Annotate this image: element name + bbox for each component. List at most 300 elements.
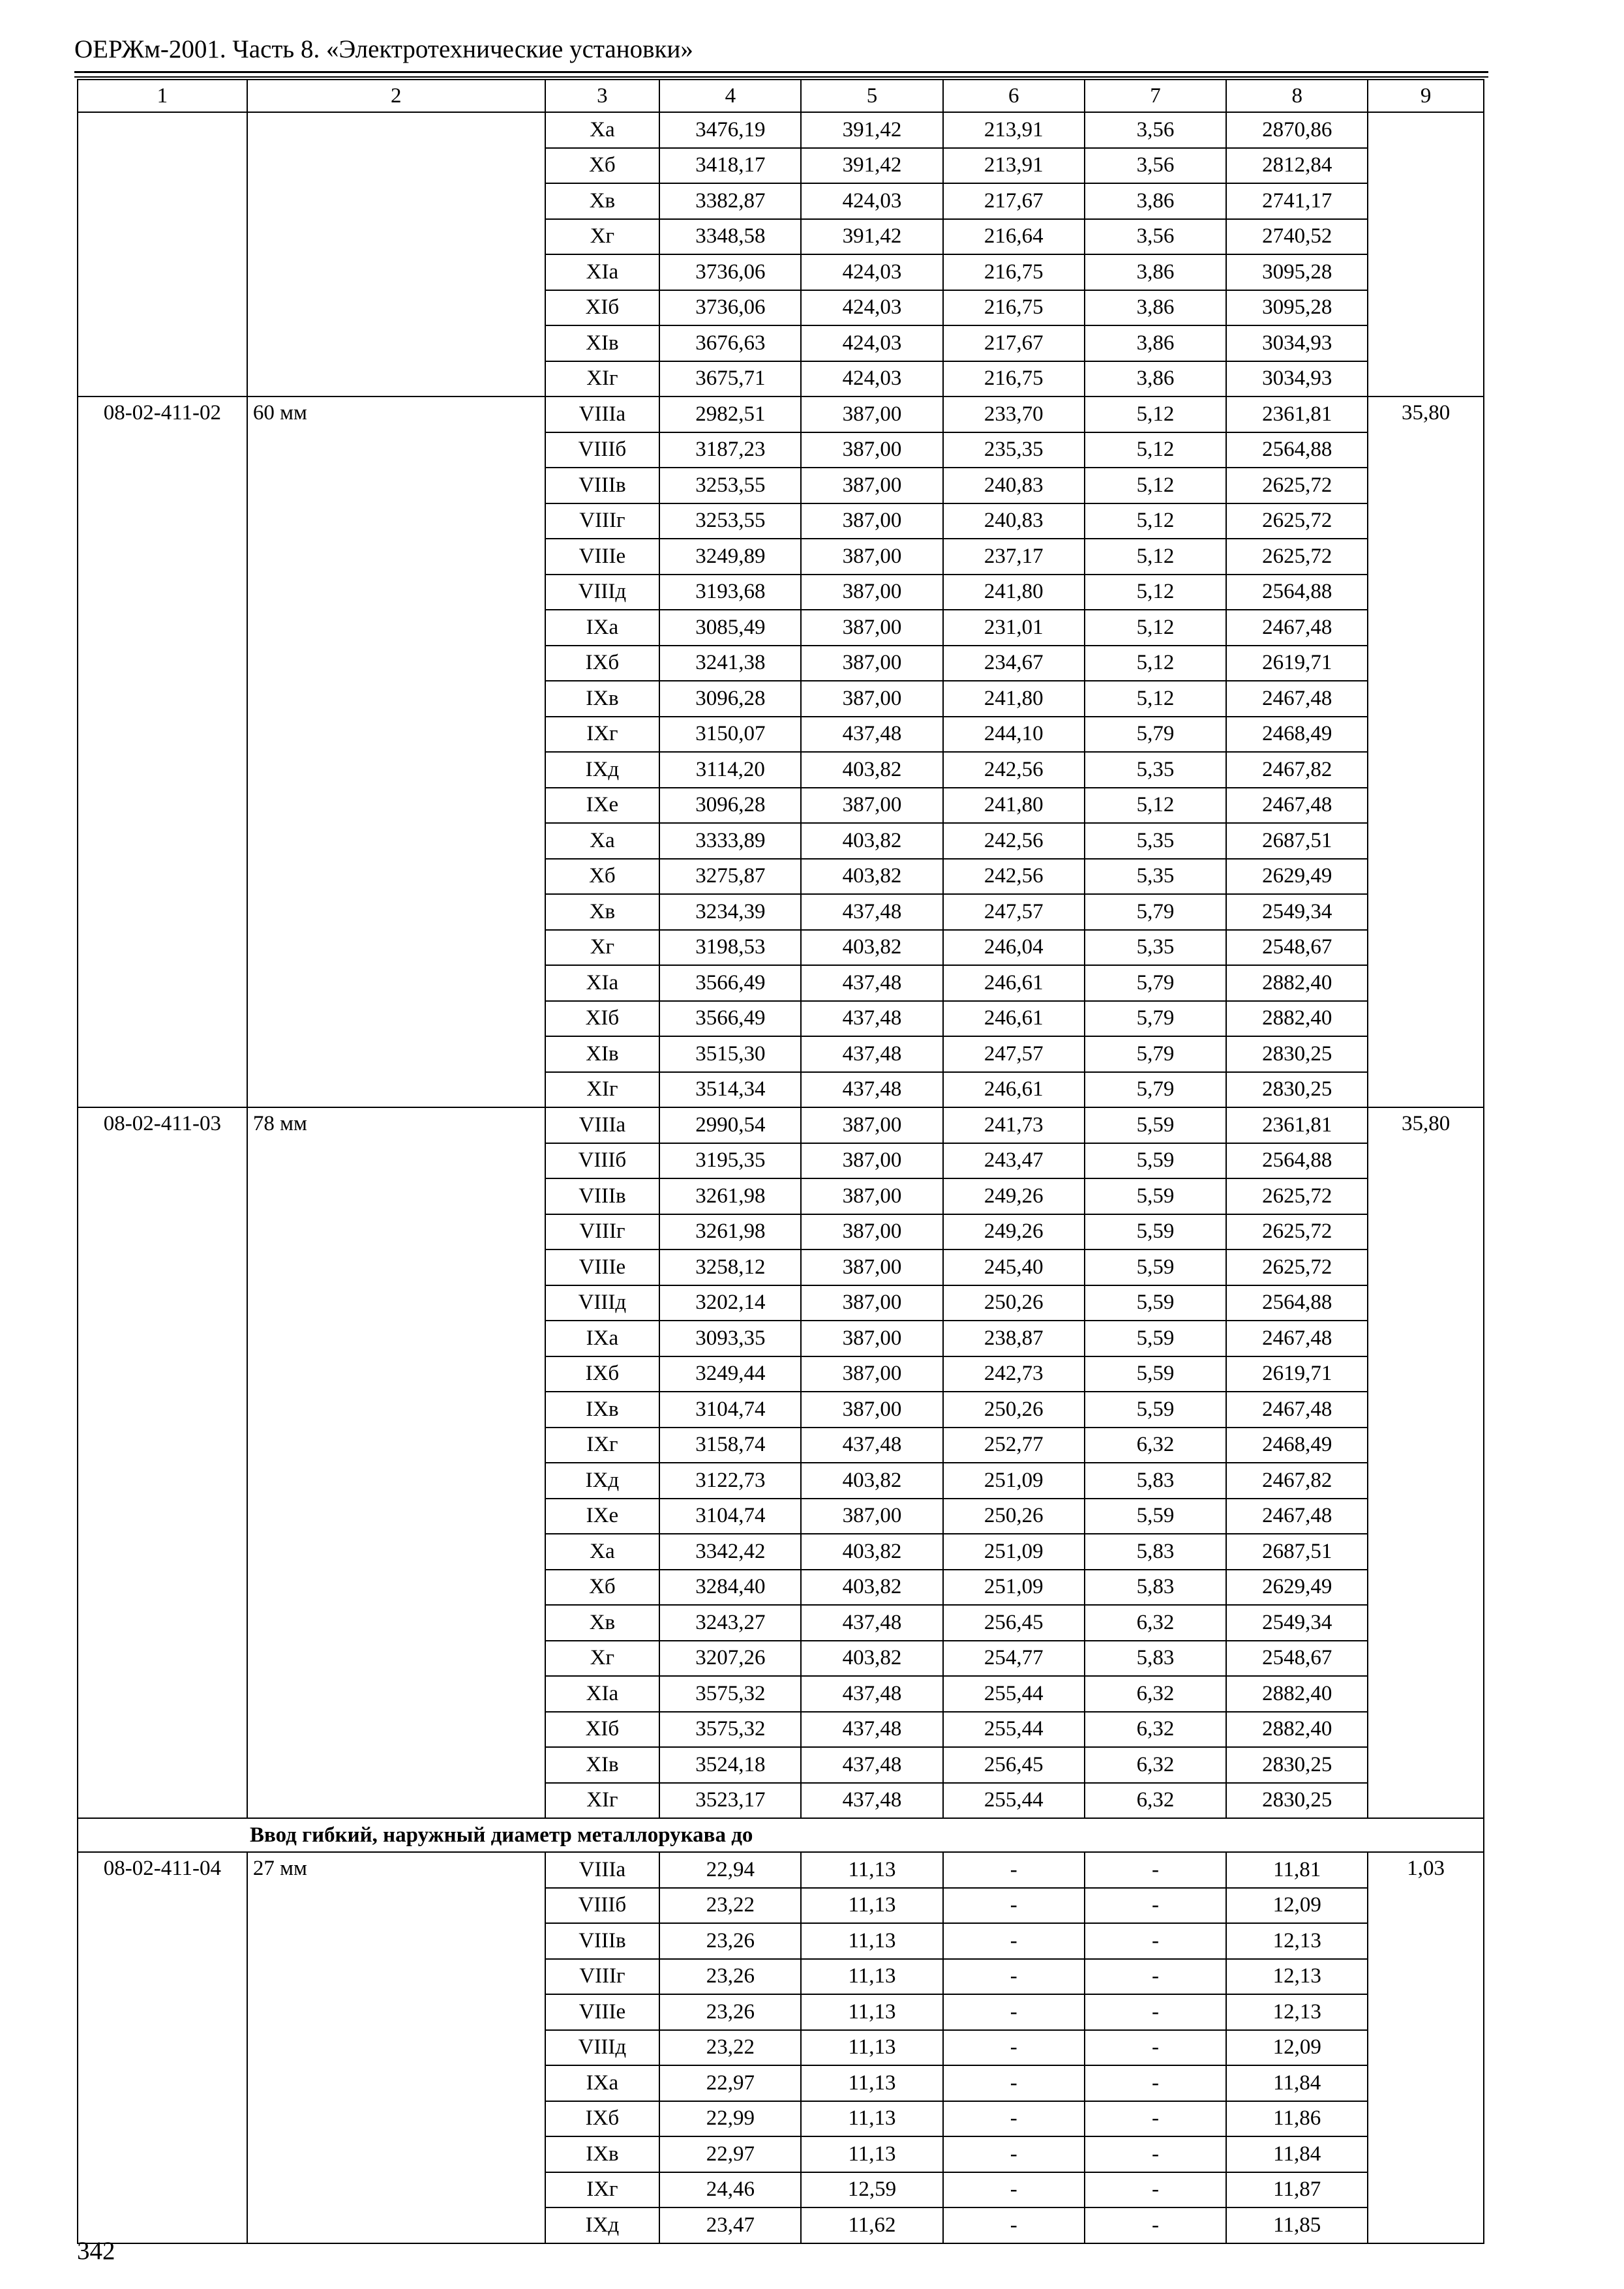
operator-wage-cell: 5,35: [1085, 823, 1226, 859]
operator-wage-cell: 6,32: [1085, 1712, 1226, 1748]
machine-cost-cell: 251,09: [943, 1463, 1085, 1499]
rates-table-body: [78, 80, 1484, 2243]
operator-wage-cell: 5,59: [1085, 1321, 1226, 1356]
material-cost-cell: 2882,40: [1226, 965, 1368, 1001]
material-cost-cell: 2882,40: [1226, 1001, 1368, 1037]
operator-wage-cell: -: [1085, 2207, 1226, 2243]
labor-cost-cell: 403,82: [801, 823, 942, 859]
labor-cost-cell: 387,00: [801, 1178, 942, 1214]
machine-cost-cell: -: [943, 2136, 1085, 2172]
machine-cost-cell: -: [943, 2172, 1085, 2208]
labor-cost-cell: 424,03: [801, 290, 942, 326]
rate-name-cell: 60 мм: [247, 396, 545, 1107]
labor-cost-cell: 387,00: [801, 1356, 942, 1392]
machine-cost-cell: 243,47: [943, 1143, 1085, 1179]
total-cost-cell: 3736,06: [659, 290, 801, 326]
material-cost-cell: 3095,28: [1226, 254, 1368, 290]
rate-code-cell: [78, 112, 247, 396]
material-cost-cell: 2564,88: [1226, 432, 1368, 468]
material-cost-cell: 11,81: [1226, 1852, 1368, 1888]
zone-cell: VIIIa: [545, 396, 660, 432]
material-cost-cell: 2361,81: [1226, 396, 1368, 432]
material-cost-cell: 3034,93: [1226, 361, 1368, 397]
machine-cost-cell: 238,87: [943, 1321, 1085, 1356]
machine-cost-cell: 254,77: [943, 1641, 1085, 1677]
material-cost-cell: 2629,49: [1226, 1570, 1368, 1606]
material-cost-cell: 2882,40: [1226, 1676, 1368, 1712]
operator-wage-cell: -: [1085, 1994, 1226, 2030]
labor-cost-cell: 387,00: [801, 432, 942, 468]
machine-cost-cell: 240,83: [943, 503, 1085, 539]
machine-cost-cell: 242,56: [943, 752, 1085, 788]
machine-cost-cell: 255,44: [943, 1783, 1085, 1819]
labor-cost-cell: 11,13: [801, 1994, 942, 2030]
zone-cell: VIIIa: [545, 1107, 660, 1143]
rate-name-cell: 78 мм: [247, 1107, 545, 1818]
zone-cell: Xб: [545, 1570, 660, 1606]
labor-cost-cell: 437,48: [801, 1783, 942, 1819]
labor-cost-cell: 437,48: [801, 1676, 942, 1712]
material-cost-cell: 2830,25: [1226, 1036, 1368, 1072]
zone-cell: XIa: [545, 1676, 660, 1712]
labor-cost-cell: 387,00: [801, 503, 942, 539]
labor-cost-cell: 11,13: [801, 2136, 942, 2172]
operator-wage-cell: 5,59: [1085, 1356, 1226, 1392]
material-cost-cell: 12,09: [1226, 2030, 1368, 2066]
material-cost-cell: 2619,71: [1226, 646, 1368, 681]
operator-wage-cell: 5,83: [1085, 1570, 1226, 1606]
total-cost-cell: 22,97: [659, 2065, 801, 2101]
operator-wage-cell: 5,59: [1085, 1178, 1226, 1214]
labor-cost-cell: 387,00: [801, 1143, 942, 1179]
labor-cost-cell: 403,82: [801, 1463, 942, 1499]
machine-cost-cell: 242,56: [943, 823, 1085, 859]
operator-wage-cell: 5,59: [1085, 1499, 1226, 1534]
operator-wage-cell: 5,59: [1085, 1214, 1226, 1250]
zone-cell: VIIIв: [545, 1923, 660, 1959]
operator-wage-cell: 5,83: [1085, 1463, 1226, 1499]
zone-cell: XIв: [545, 1747, 660, 1783]
zone-cell: IXд: [545, 1463, 660, 1499]
operator-wage-cell: 5,79: [1085, 717, 1226, 753]
labor-cost-cell: 11,13: [801, 1852, 942, 1888]
labor-cost-cell: 11,62: [801, 2207, 942, 2243]
material-cost-cell: 2467,82: [1226, 1463, 1368, 1499]
operator-wage-cell: 5,12: [1085, 681, 1226, 717]
labor-cost-cell: 424,03: [801, 183, 942, 219]
operator-wage-cell: 3,86: [1085, 325, 1226, 361]
operator-wage-cell: 5,79: [1085, 894, 1226, 930]
zone-cell: Xв: [545, 183, 660, 219]
total-cost-cell: 3249,44: [659, 1356, 801, 1392]
zone-cell: IXa: [545, 2065, 660, 2101]
material-cost-cell: 2467,48: [1226, 788, 1368, 824]
operator-wage-cell: 3,56: [1085, 219, 1226, 255]
machine-cost-cell: 231,01: [943, 610, 1085, 646]
labor-cost-cell: 11,13: [801, 1959, 942, 1995]
machine-cost-cell: -: [943, 1959, 1085, 1995]
zone-cell: Xг: [545, 219, 660, 255]
total-cost-cell: 3193,68: [659, 575, 801, 610]
material-cost-cell: 11,86: [1226, 2101, 1368, 2137]
total-cost-cell: 3234,39: [659, 894, 801, 930]
machine-cost-cell: 246,61: [943, 1072, 1085, 1108]
zone-cell: Xв: [545, 1605, 660, 1641]
total-cost-cell: 3736,06: [659, 254, 801, 290]
zone-cell: VIIIa: [545, 1852, 660, 1888]
operator-wage-cell: 6,32: [1085, 1676, 1226, 1712]
rates-table: [77, 79, 1484, 2244]
zone-cell: VIIIд: [545, 2030, 660, 2066]
material-cost-cell: 2564,88: [1226, 1143, 1368, 1179]
material-cost-cell: 2625,72: [1226, 539, 1368, 575]
machine-cost-cell: 241,73: [943, 1107, 1085, 1143]
operator-wage-cell: 5,59: [1085, 1249, 1226, 1285]
total-cost-cell: 3418,17: [659, 148, 801, 184]
labor-cost-cell: 387,00: [801, 1321, 942, 1356]
operator-wage-cell: -: [1085, 2065, 1226, 2101]
total-cost-cell: 3114,20: [659, 752, 801, 788]
machine-cost-cell: 241,80: [943, 575, 1085, 610]
labor-cost-cell: 437,48: [801, 894, 942, 930]
material-cost-cell: 2625,72: [1226, 1249, 1368, 1285]
machine-cost-cell: -: [943, 2030, 1085, 2066]
labor-hours-cell: [1368, 112, 1484, 396]
total-cost-cell: 3575,32: [659, 1676, 801, 1712]
section-heading: Ввод гибкий, наружный диаметр металлорукава до: [78, 1818, 1484, 1852]
machine-cost-cell: 252,77: [943, 1428, 1085, 1463]
labor-cost-cell: 387,00: [801, 396, 942, 432]
operator-wage-cell: 5,12: [1085, 396, 1226, 432]
operator-wage-cell: -: [1085, 2101, 1226, 2137]
machine-cost-cell: 250,26: [943, 1285, 1085, 1321]
labor-cost-cell: 391,42: [801, 112, 942, 148]
total-cost-cell: 3275,87: [659, 859, 801, 895]
zone-cell: VIIIг: [545, 1214, 660, 1250]
labor-cost-cell: 387,00: [801, 646, 942, 681]
total-cost-cell: 3158,74: [659, 1428, 801, 1463]
material-cost-cell: 2467,48: [1226, 681, 1368, 717]
operator-wage-cell: 3,86: [1085, 361, 1226, 397]
material-cost-cell: 2625,72: [1226, 503, 1368, 539]
total-cost-cell: 3348,58: [659, 219, 801, 255]
total-cost-cell: 22,94: [659, 1852, 801, 1888]
machine-cost-cell: 251,09: [943, 1534, 1085, 1570]
operator-wage-cell: 6,32: [1085, 1428, 1226, 1463]
material-cost-cell: 2741,17: [1226, 183, 1368, 219]
zone-cell: Xг: [545, 1641, 660, 1677]
zone-cell: VIIIe: [545, 539, 660, 575]
zone-cell: VIIIг: [545, 1959, 660, 1995]
machine-cost-cell: 242,56: [943, 859, 1085, 895]
machine-cost-cell: -: [943, 1852, 1085, 1888]
labor-cost-cell: 391,42: [801, 219, 942, 255]
material-cost-cell: 12,09: [1226, 1888, 1368, 1924]
column-number-cell: 2: [247, 80, 545, 112]
machine-cost-cell: -: [943, 2207, 1085, 2243]
material-cost-cell: 2830,25: [1226, 1747, 1368, 1783]
total-cost-cell: 3122,73: [659, 1463, 801, 1499]
operator-wage-cell: 5,12: [1085, 788, 1226, 824]
total-cost-cell: 3093,35: [659, 1321, 801, 1356]
column-number-cell: 7: [1085, 80, 1226, 112]
material-cost-cell: 2468,49: [1226, 717, 1368, 753]
zone-cell: XIб: [545, 1001, 660, 1037]
zone-cell: VIIIб: [545, 1888, 660, 1924]
material-cost-cell: 2467,48: [1226, 610, 1368, 646]
machine-cost-cell: 216,75: [943, 254, 1085, 290]
labor-cost-cell: 437,48: [801, 1712, 942, 1748]
material-cost-cell: 11,84: [1226, 2065, 1368, 2101]
labor-cost-cell: 403,82: [801, 752, 942, 788]
operator-wage-cell: 5,79: [1085, 1072, 1226, 1108]
material-cost-cell: 2629,49: [1226, 859, 1368, 895]
total-cost-cell: 23,47: [659, 2207, 801, 2243]
total-cost-cell: 3096,28: [659, 788, 801, 824]
total-cost-cell: 3243,27: [659, 1605, 801, 1641]
material-cost-cell: 2468,49: [1226, 1428, 1368, 1463]
labor-cost-cell: 403,82: [801, 1641, 942, 1677]
total-cost-cell: 3566,49: [659, 965, 801, 1001]
machine-cost-cell: 250,26: [943, 1392, 1085, 1428]
material-cost-cell: 3095,28: [1226, 290, 1368, 326]
labor-cost-cell: 387,00: [801, 788, 942, 824]
labor-cost-cell: 403,82: [801, 930, 942, 966]
operator-wage-cell: -: [1085, 1888, 1226, 1924]
operator-wage-cell: 5,35: [1085, 752, 1226, 788]
total-cost-cell: 3476,19: [659, 112, 801, 148]
zone-cell: XIг: [545, 361, 660, 397]
column-number-cell: 4: [659, 80, 801, 112]
material-cost-cell: 2564,88: [1226, 1285, 1368, 1321]
material-cost-cell: 2467,48: [1226, 1499, 1368, 1534]
operator-wage-cell: 5,59: [1085, 1392, 1226, 1428]
material-cost-cell: 2830,25: [1226, 1072, 1368, 1108]
total-cost-cell: 3104,74: [659, 1499, 801, 1534]
labor-cost-cell: 387,00: [801, 681, 942, 717]
machine-cost-cell: 246,61: [943, 965, 1085, 1001]
total-cost-cell: 22,99: [659, 2101, 801, 2137]
labor-cost-cell: 12,59: [801, 2172, 942, 2208]
operator-wage-cell: 5,79: [1085, 1001, 1226, 1037]
material-cost-cell: 2625,72: [1226, 1178, 1368, 1214]
rate-name-cell: [247, 112, 545, 396]
table-row: [78, 396, 1484, 432]
machine-cost-cell: 217,67: [943, 325, 1085, 361]
zone-cell: IXб: [545, 1356, 660, 1392]
total-cost-cell: 3342,42: [659, 1534, 801, 1570]
zone-cell: Xa: [545, 112, 660, 148]
machine-cost-cell: 246,61: [943, 1001, 1085, 1037]
operator-wage-cell: -: [1085, 1852, 1226, 1888]
material-cost-cell: 2687,51: [1226, 1534, 1368, 1570]
zone-cell: IXв: [545, 681, 660, 717]
column-number-cell: 5: [801, 80, 942, 112]
operator-wage-cell: 5,35: [1085, 859, 1226, 895]
material-cost-cell: 2548,67: [1226, 1641, 1368, 1677]
rate-code-cell: 08-02-411-04: [78, 1852, 247, 2243]
operator-wage-cell: -: [1085, 2172, 1226, 2208]
material-cost-cell: 3034,93: [1226, 325, 1368, 361]
labor-cost-cell: 387,00: [801, 575, 942, 610]
machine-cost-cell: 247,57: [943, 1036, 1085, 1072]
labor-cost-cell: 424,03: [801, 325, 942, 361]
zone-cell: VIIIe: [545, 1249, 660, 1285]
zone-cell: Xa: [545, 1534, 660, 1570]
material-cost-cell: 2549,34: [1226, 1605, 1368, 1641]
zone-cell: IXг: [545, 717, 660, 753]
machine-cost-cell: 256,45: [943, 1605, 1085, 1641]
zone-cell: IXa: [545, 1321, 660, 1356]
operator-wage-cell: 6,32: [1085, 1747, 1226, 1783]
page-number: 342: [77, 2237, 115, 2265]
total-cost-cell: 3253,55: [659, 468, 801, 503]
labor-cost-cell: 11,13: [801, 1888, 942, 1924]
machine-cost-cell: -: [943, 1888, 1085, 1924]
zone-cell: IXб: [545, 646, 660, 681]
zone-cell: XIв: [545, 325, 660, 361]
rate-code-cell: 08-02-411-03: [78, 1107, 247, 1818]
total-cost-cell: 2982,51: [659, 396, 801, 432]
labor-cost-cell: 437,48: [801, 1428, 942, 1463]
machine-cost-cell: 216,75: [943, 361, 1085, 397]
total-cost-cell: 3187,23: [659, 432, 801, 468]
material-cost-cell: 12,13: [1226, 1959, 1368, 1995]
machine-cost-cell: -: [943, 2065, 1085, 2101]
total-cost-cell: 3333,89: [659, 823, 801, 859]
total-cost-cell: 23,26: [659, 1959, 801, 1995]
material-cost-cell: 11,85: [1226, 2207, 1368, 2243]
operator-wage-cell: 5,59: [1085, 1285, 1226, 1321]
labor-cost-cell: 403,82: [801, 1570, 942, 1606]
labor-hours-cell: 35,80: [1368, 396, 1484, 1107]
material-cost-cell: 2361,81: [1226, 1107, 1368, 1143]
zone-cell: Xг: [545, 930, 660, 966]
total-cost-cell: 3085,49: [659, 610, 801, 646]
material-cost-cell: 2625,72: [1226, 468, 1368, 503]
zone-cell: IXe: [545, 788, 660, 824]
header-rule-thin: [74, 76, 1488, 78]
zone-cell: IXд: [545, 752, 660, 788]
labor-cost-cell: 11,13: [801, 2065, 942, 2101]
operator-wage-cell: 6,32: [1085, 1783, 1226, 1819]
total-cost-cell: 3253,55: [659, 503, 801, 539]
material-cost-cell: 2882,40: [1226, 1712, 1368, 1748]
zone-cell: VIIIг: [545, 503, 660, 539]
labor-cost-cell: 387,00: [801, 1249, 942, 1285]
material-cost-cell: 12,13: [1226, 1923, 1368, 1959]
machine-cost-cell: -: [943, 2101, 1085, 2137]
total-cost-cell: 3514,34: [659, 1072, 801, 1108]
total-cost-cell: 23,26: [659, 1994, 801, 2030]
zone-cell: XIв: [545, 1036, 660, 1072]
material-cost-cell: 2549,34: [1226, 894, 1368, 930]
labor-cost-cell: 11,13: [801, 2030, 942, 2066]
column-number-cell: 6: [943, 80, 1085, 112]
zone-cell: XIг: [545, 1783, 660, 1819]
zone-cell: IXв: [545, 2136, 660, 2172]
operator-wage-cell: 3,86: [1085, 254, 1226, 290]
machine-cost-cell: 247,57: [943, 894, 1085, 930]
material-cost-cell: 2467,48: [1226, 1392, 1368, 1428]
labor-cost-cell: 403,82: [801, 1534, 942, 1570]
operator-wage-cell: 5,35: [1085, 930, 1226, 966]
total-cost-cell: 3207,26: [659, 1641, 801, 1677]
total-cost-cell: 3566,49: [659, 1001, 801, 1037]
zone-cell: IXг: [545, 2172, 660, 2208]
operator-wage-cell: 5,12: [1085, 646, 1226, 681]
material-cost-cell: 2812,84: [1226, 148, 1368, 184]
machine-cost-cell: 216,75: [943, 290, 1085, 326]
total-cost-cell: 3104,74: [659, 1392, 801, 1428]
material-cost-cell: 2687,51: [1226, 823, 1368, 859]
zone-cell: VIIIб: [545, 1143, 660, 1179]
labor-hours-cell: 1,03: [1368, 1852, 1484, 2243]
zone-cell: XIa: [545, 254, 660, 290]
machine-cost-cell: 250,26: [943, 1499, 1085, 1534]
machine-cost-cell: 249,26: [943, 1178, 1085, 1214]
total-cost-cell: 3258,12: [659, 1249, 801, 1285]
operator-wage-cell: 5,79: [1085, 1036, 1226, 1072]
total-cost-cell: 23,22: [659, 1888, 801, 1924]
labor-cost-cell: 437,48: [801, 1747, 942, 1783]
total-cost-cell: 3198,53: [659, 930, 801, 966]
labor-cost-cell: 387,00: [801, 1285, 942, 1321]
total-cost-cell: 3261,98: [659, 1178, 801, 1214]
zone-cell: IXд: [545, 2207, 660, 2243]
section-heading-row: [78, 1818, 1484, 1852]
total-cost-cell: 3575,32: [659, 1712, 801, 1748]
column-number-cell: 1: [78, 80, 247, 112]
column-number-cell: 8: [1226, 80, 1368, 112]
zone-cell: VIIIe: [545, 1994, 660, 2030]
labor-cost-cell: 424,03: [801, 254, 942, 290]
column-number-cell: 9: [1368, 80, 1484, 112]
machine-cost-cell: 240,83: [943, 468, 1085, 503]
operator-wage-cell: 3,86: [1085, 183, 1226, 219]
labor-cost-cell: 387,00: [801, 1107, 942, 1143]
machine-cost-cell: 237,17: [943, 539, 1085, 575]
total-cost-cell: 3515,30: [659, 1036, 801, 1072]
labor-cost-cell: 424,03: [801, 361, 942, 397]
material-cost-cell: 2870,86: [1226, 112, 1368, 148]
zone-cell: VIIIд: [545, 575, 660, 610]
machine-cost-cell: 241,80: [943, 681, 1085, 717]
zone-cell: VIIIв: [545, 468, 660, 503]
labor-cost-cell: 11,13: [801, 2101, 942, 2137]
machine-cost-cell: 242,73: [943, 1356, 1085, 1392]
material-cost-cell: 2740,52: [1226, 219, 1368, 255]
operator-wage-cell: 5,12: [1085, 539, 1226, 575]
machine-cost-cell: 216,64: [943, 219, 1085, 255]
labor-cost-cell: 387,00: [801, 1214, 942, 1250]
material-cost-cell: 2548,67: [1226, 930, 1368, 966]
machine-cost-cell: -: [943, 1923, 1085, 1959]
total-cost-cell: 3524,18: [659, 1747, 801, 1783]
zone-cell: VIIIв: [545, 1178, 660, 1214]
total-cost-cell: 3261,98: [659, 1214, 801, 1250]
zone-cell: Xб: [545, 148, 660, 184]
machine-cost-cell: 217,67: [943, 183, 1085, 219]
machine-cost-cell: 233,70: [943, 396, 1085, 432]
material-cost-cell: 2467,82: [1226, 752, 1368, 788]
labor-cost-cell: 437,48: [801, 1605, 942, 1641]
operator-wage-cell: 5,83: [1085, 1641, 1226, 1677]
operator-wage-cell: -: [1085, 1923, 1226, 1959]
labor-cost-cell: 437,48: [801, 717, 942, 753]
table-row: [78, 1107, 1484, 1143]
machine-cost-cell: -: [943, 1994, 1085, 2030]
